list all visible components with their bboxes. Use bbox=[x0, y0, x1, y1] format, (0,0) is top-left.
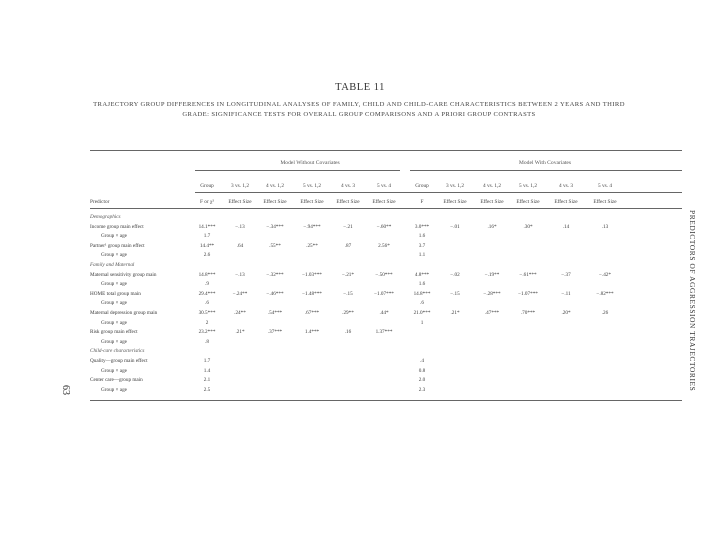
table-cell: 21.0*** bbox=[413, 310, 431, 316]
table-cell: −.15 bbox=[450, 290, 460, 297]
table-cell: −.01 bbox=[450, 223, 460, 230]
table-cell: 23.2*** bbox=[198, 329, 216, 336]
table-row bbox=[0, 262, 720, 270]
table-row bbox=[0, 291, 720, 299]
table-cell: .21* bbox=[235, 329, 245, 336]
table-row bbox=[0, 310, 720, 318]
predictor-header: Predictor bbox=[90, 199, 110, 205]
table-cell: −.50*** bbox=[375, 271, 393, 278]
group-rule-left bbox=[195, 170, 400, 171]
column-subheader: Effect Size bbox=[228, 199, 252, 205]
table-cell: .13 bbox=[601, 223, 609, 230]
section-label: Family and Maternal bbox=[90, 262, 135, 268]
table-cell: −.82*** bbox=[596, 290, 614, 297]
row-label: Group × age bbox=[101, 386, 127, 393]
table-cell: −.32*** bbox=[266, 271, 284, 278]
table-cell: 14.1*** bbox=[198, 223, 216, 230]
table-cell: 2.6 bbox=[203, 252, 211, 259]
row-label: HOME total group main bbox=[90, 290, 141, 297]
table-row bbox=[0, 348, 720, 356]
column-header: 4 vs. 1,2 bbox=[266, 183, 284, 189]
column-subheader: Effect Size bbox=[516, 199, 540, 205]
table-row bbox=[0, 368, 720, 376]
row-label: Group × age bbox=[101, 252, 127, 259]
table-cell: −1.07*** bbox=[374, 290, 394, 297]
column-subheader: Effect Size bbox=[480, 199, 504, 205]
group-rule-right bbox=[410, 170, 682, 171]
table-cell: 2 bbox=[205, 319, 209, 326]
table-cell: −.21* bbox=[341, 271, 355, 278]
column-header: 4 vs. 3 bbox=[559, 183, 573, 189]
column-subheader: F bbox=[420, 199, 424, 205]
table-cell: 4.8*** bbox=[414, 271, 430, 278]
column-header: 4 vs. 1,2 bbox=[483, 183, 501, 189]
table-row bbox=[0, 387, 720, 395]
table-row bbox=[0, 329, 720, 337]
table-cell: .70*** bbox=[520, 310, 536, 316]
page-number: 63 bbox=[60, 385, 71, 395]
table-cell: .37*** bbox=[267, 329, 283, 336]
table-cell: −.13 bbox=[235, 223, 245, 230]
table-cell: −.21 bbox=[343, 223, 353, 230]
table-cell: 1.1 bbox=[418, 252, 426, 259]
table-cell: −.34*** bbox=[266, 223, 284, 230]
table-cell: .55** bbox=[269, 242, 281, 249]
table-cell: 1.4*** bbox=[304, 329, 320, 336]
table-cell: 1.7 bbox=[203, 358, 211, 364]
table-cell: .24** bbox=[234, 310, 246, 316]
table-cell: −.60** bbox=[376, 223, 392, 230]
table-row bbox=[0, 358, 720, 366]
table-cell: 3.7 bbox=[418, 242, 426, 249]
column-header: 5 vs. 1,2 bbox=[303, 183, 321, 189]
table-cell: .29** bbox=[342, 310, 354, 316]
row-label: Group × age bbox=[101, 367, 127, 374]
section-label: Demographics bbox=[90, 214, 121, 220]
table-cell: .8 bbox=[205, 338, 209, 345]
bottom-rule bbox=[90, 400, 682, 401]
table-cell: −1.07*** bbox=[518, 290, 538, 297]
column-header: 4 vs. 3 bbox=[341, 183, 355, 189]
table-row bbox=[0, 320, 720, 328]
table-cell: −.13 bbox=[235, 271, 245, 278]
group-header-without-covariates: Model Without Covariates bbox=[280, 160, 340, 166]
row-label: Maternal depression group main bbox=[90, 310, 158, 316]
table-cell: 3.0*** bbox=[414, 223, 430, 230]
table-cell: .87 bbox=[344, 242, 352, 249]
table-cell: 29.4*** bbox=[198, 290, 216, 297]
table-cell: .6 bbox=[420, 300, 424, 307]
row-label: Income group main effect bbox=[90, 223, 144, 230]
column-rule-mid bbox=[195, 192, 682, 193]
row-label: Group × age bbox=[101, 319, 127, 326]
table-cell: −.46*** bbox=[266, 290, 284, 297]
section-label: Child-care characteristics bbox=[90, 348, 145, 355]
row-label: Center care—group main bbox=[90, 377, 143, 384]
column-subheader: Effect Size bbox=[263, 199, 287, 205]
table-cell: −.37 bbox=[561, 271, 571, 278]
table-cell: 2.5 bbox=[203, 386, 211, 393]
table-cell: −.02 bbox=[450, 271, 460, 278]
table-row bbox=[0, 214, 720, 222]
table-cell: .20* bbox=[561, 310, 571, 316]
table-cell: 1.6 bbox=[418, 281, 426, 288]
running-head: PREDICTORS OF AGGRESSION TRAJECTORIES bbox=[688, 210, 697, 392]
top-rule bbox=[90, 150, 682, 151]
table-row bbox=[0, 339, 720, 347]
table-cell: .54*** bbox=[267, 310, 283, 316]
table-cell: .21* bbox=[450, 310, 460, 316]
table-row bbox=[0, 252, 720, 260]
row-label: Group × age bbox=[101, 300, 127, 307]
table-cell: .14 bbox=[562, 223, 570, 230]
table-cell: .47*** bbox=[484, 310, 500, 316]
row-label: Quality—group main effect bbox=[90, 358, 148, 364]
table-cell: 30.5*** bbox=[198, 310, 216, 316]
column-header: Group bbox=[200, 183, 214, 189]
table-cell: .16* bbox=[487, 223, 497, 230]
table-cell: −1.48*** bbox=[302, 290, 322, 297]
table-cell: −.19** bbox=[484, 271, 500, 278]
row-label: Partner¹ group main effect bbox=[90, 242, 145, 249]
table-cell: 14.8*** bbox=[413, 290, 431, 297]
table-cell: −.11 bbox=[561, 290, 571, 297]
table-cell: .44* bbox=[379, 310, 389, 316]
table-cell: 1.7 bbox=[203, 233, 211, 240]
group-header-with-covariates: Model With Covariates bbox=[518, 160, 572, 166]
table-cell: 14.4** bbox=[199, 242, 215, 249]
table-cell: −.15 bbox=[343, 290, 353, 297]
table-row bbox=[0, 281, 720, 289]
table-row bbox=[0, 377, 720, 385]
column-header: 5 vs. 1,2 bbox=[519, 183, 537, 189]
table-caption-line-1: TRAJECTORY GROUP DIFFERENCES IN LONGITUDINAL ANALYSES OF FAMILY, CHILD AND CHILD-CARE CHARACTERISTICS BETWEEN 2 YEARS AND THIRD bbox=[93, 101, 625, 108]
table-row bbox=[0, 233, 720, 241]
table-cell: .67*** bbox=[304, 310, 320, 316]
table-cell: .30* bbox=[523, 223, 533, 230]
table-cell: 1.6 bbox=[418, 233, 426, 240]
row-label: Group × age bbox=[101, 338, 127, 345]
table-cell: −.28*** bbox=[483, 290, 501, 297]
table-title: TABLE 11 bbox=[335, 82, 385, 93]
column-header: Group bbox=[415, 183, 429, 189]
column-subheader: Effect Size bbox=[443, 199, 467, 205]
table-cell: −.42* bbox=[598, 271, 612, 278]
table-cell: 0.8 bbox=[418, 367, 426, 374]
column-subheader: Effect Size bbox=[372, 199, 396, 205]
table-cell: .25** bbox=[306, 242, 318, 249]
table-cell: 2.1 bbox=[203, 377, 211, 384]
column-subheader: Effect Size bbox=[554, 199, 578, 205]
table-cell: 1 bbox=[420, 319, 424, 326]
table-cell: 1.4 bbox=[203, 367, 211, 374]
column-subheader: Effect Size bbox=[300, 199, 324, 205]
column-header: 5 vs. 4 bbox=[598, 183, 612, 189]
table-cell: −1.03*** bbox=[302, 271, 322, 278]
column-subheader: Effect Size bbox=[593, 199, 617, 205]
table-cell: 14.8*** bbox=[198, 271, 216, 278]
table-cell: −.61*** bbox=[519, 271, 537, 278]
column-subheader: Effect Size bbox=[336, 199, 360, 205]
table-cell: .9 bbox=[205, 281, 209, 288]
header-bottom-rule bbox=[90, 208, 682, 209]
table-cell: 2.3 bbox=[418, 386, 426, 393]
table-row bbox=[0, 224, 720, 232]
table-cell: 2.0 bbox=[418, 377, 426, 384]
table-cell: 2.56* bbox=[378, 242, 390, 249]
table-row bbox=[0, 272, 720, 280]
table-cell: .6 bbox=[205, 300, 209, 307]
row-label: Maternal sensitivity group main bbox=[90, 271, 157, 278]
column-subheader: F or χ² bbox=[200, 199, 214, 205]
row-label: Risk group main effect bbox=[90, 329, 138, 336]
table-cell: −.24** bbox=[232, 290, 248, 297]
table-cell: −.94*** bbox=[303, 223, 321, 230]
row-label: Group × age bbox=[101, 281, 127, 288]
table-cell: .4 bbox=[420, 358, 424, 364]
column-header: 5 vs. 4 bbox=[377, 183, 391, 189]
table-row bbox=[0, 300, 720, 308]
row-label: Group × age bbox=[101, 233, 127, 240]
table-cell: .16 bbox=[344, 329, 352, 336]
table-cell: .26 bbox=[601, 310, 609, 316]
table-cell: .64 bbox=[236, 242, 244, 249]
table-caption-line-2: GRADE: SIGNIFICANCE TESTS FOR OVERALL GROUP COMPARISONS AND A PRIORI GROUP CONTRASTS bbox=[182, 111, 536, 118]
column-header: 3 vs. 1,2 bbox=[231, 183, 249, 189]
column-header: 3 vs. 1,2 bbox=[446, 183, 464, 189]
table-row bbox=[0, 243, 720, 251]
table-cell: 1.37*** bbox=[375, 329, 393, 336]
